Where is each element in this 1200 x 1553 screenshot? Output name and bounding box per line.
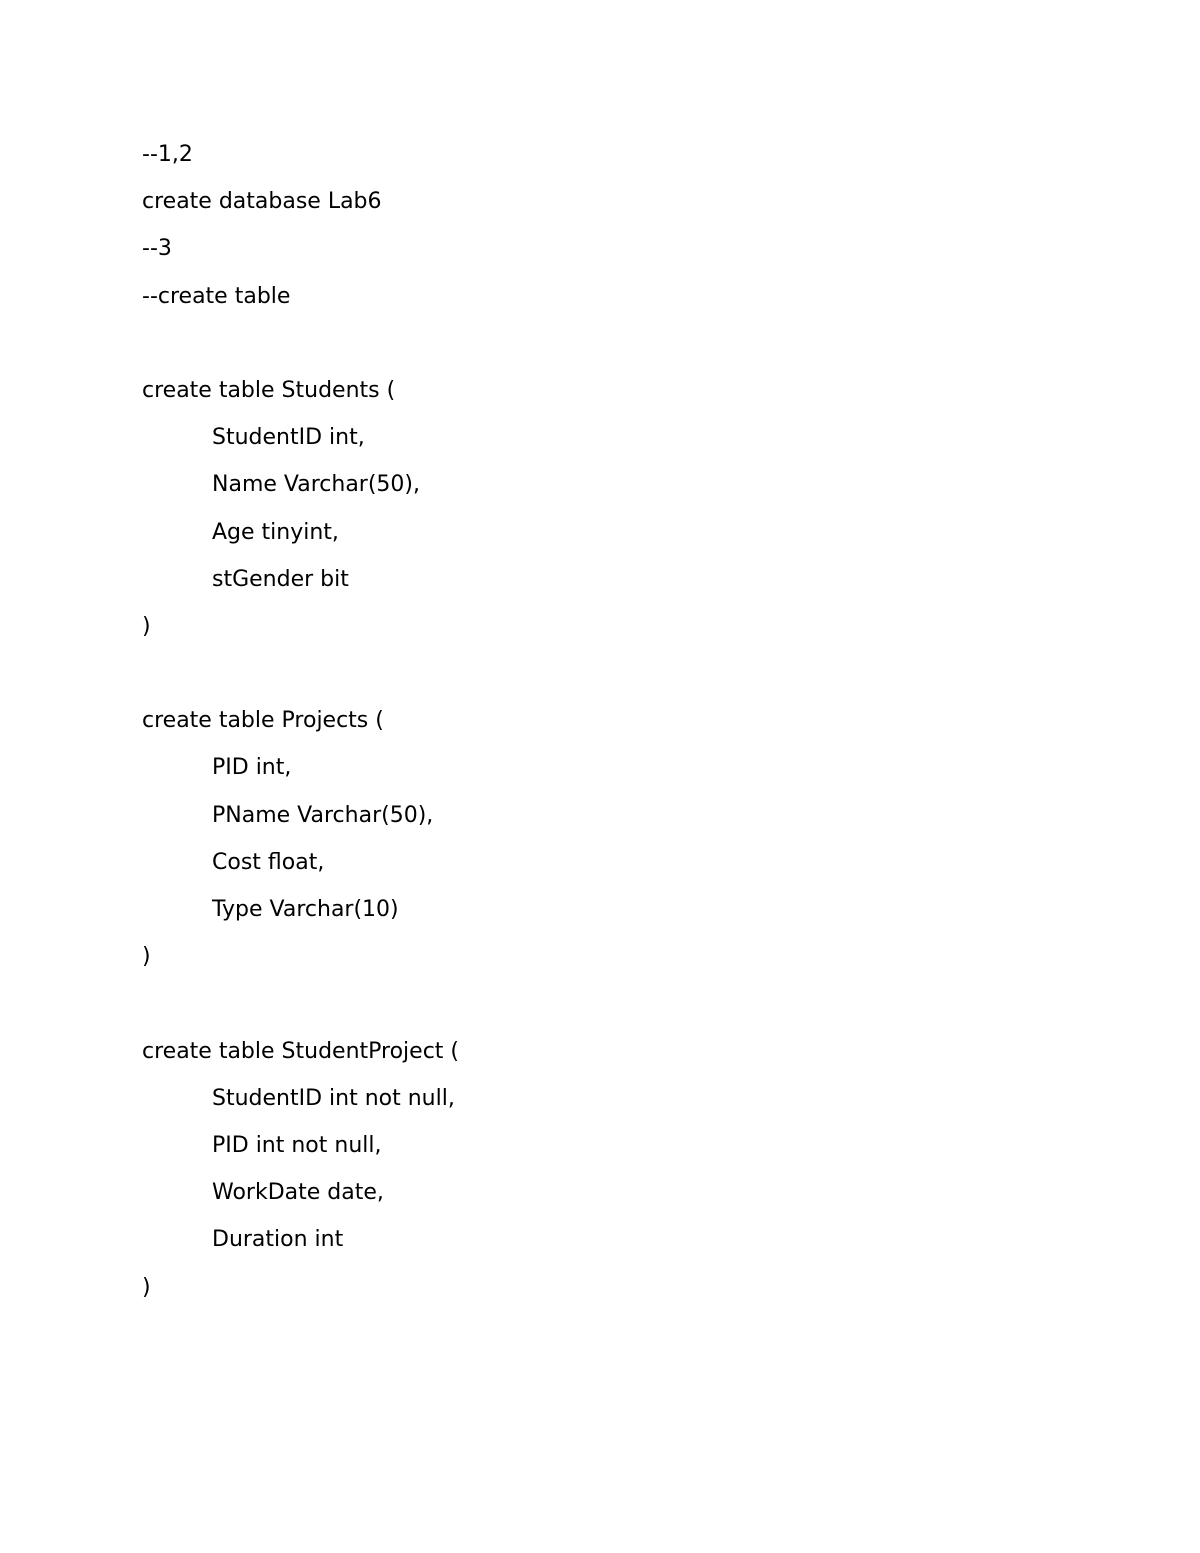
code-line: Age tinyint, bbox=[212, 519, 339, 545]
blank-line bbox=[142, 986, 1142, 1033]
code-line: StudentID int, bbox=[212, 425, 365, 451]
code-line: --create table bbox=[142, 283, 291, 309]
code-line: Name Varchar(50), bbox=[212, 472, 421, 498]
blank-line bbox=[142, 656, 1142, 703]
code-line: PName Varchar(50), bbox=[212, 802, 434, 828]
code-line: create table StudentProject ( bbox=[142, 1038, 459, 1064]
code-line: ) bbox=[142, 1274, 151, 1300]
sql-code-block bbox=[142, 137, 1142, 1317]
code-line: Cost float, bbox=[212, 849, 325, 875]
code-line: --1,2 bbox=[142, 142, 193, 167]
code-line: --3 bbox=[142, 236, 172, 262]
code-line: ) bbox=[142, 613, 151, 639]
code-line: PID int, bbox=[212, 755, 292, 781]
code-line: ) bbox=[142, 944, 151, 970]
code-line: PID int not null, bbox=[212, 1132, 382, 1158]
code-line: stGender bit bbox=[212, 566, 349, 592]
code-line: create table Projects ( bbox=[142, 708, 384, 734]
code-line: create table Students ( bbox=[142, 377, 396, 403]
code-line: Duration int bbox=[212, 1227, 344, 1253]
code-line: Type Varchar(10) bbox=[212, 897, 399, 922]
blank-line bbox=[142, 326, 1142, 373]
code-line: WorkDate date, bbox=[212, 1180, 384, 1206]
code-line: create database Lab6 bbox=[142, 189, 382, 215]
code-line: StudentID int not null, bbox=[212, 1085, 455, 1111]
